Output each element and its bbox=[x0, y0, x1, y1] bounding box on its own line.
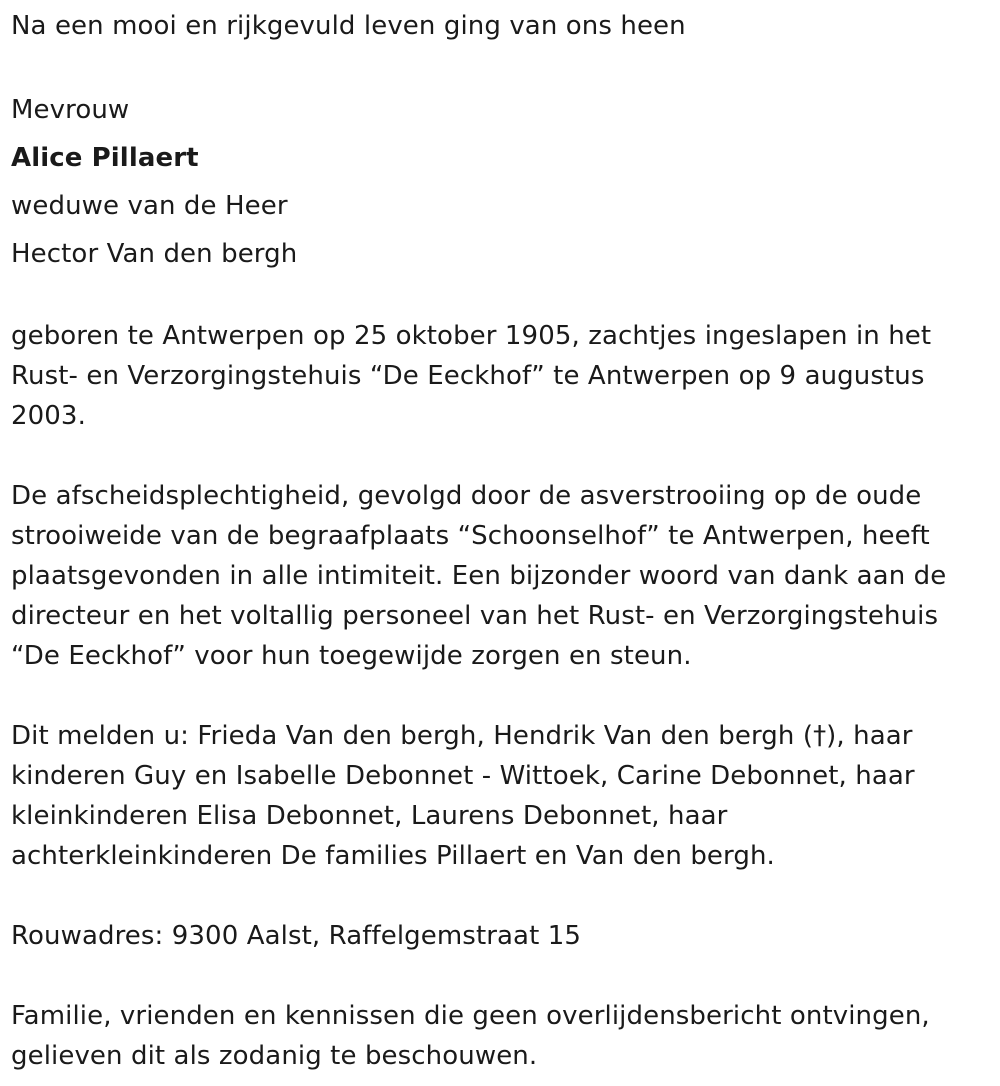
obituary-document bbox=[11, 6, 986, 1076]
birth-death-paragraph: geboren te Antwerpen op 25 oktober 1905, zachtjes ingeslapen in het Rust- en Verzorgingstehuis “De Eeckhof” te Antwerpen op 9 augustus 2003. bbox=[11, 321, 932, 431]
address-paragraph: Rouwadres: 9300 Aalst, Raffelgemstraat 15 bbox=[11, 921, 582, 951]
spouse-name: Hector Van den bergh bbox=[11, 239, 298, 269]
closing-paragraph: Familie, vrienden en kennissen die geen overlijdensbericht ontvingen, gelieven dit als zodanig te beschouwen. bbox=[11, 1001, 930, 1071]
ceremony-paragraph: De afscheidsplechtigheid, gevolgd door de asverstrooiing op de oude strooiweide van de begraafplaats “Schoonselhof” te Antwerpen, heeft plaatsgevonden in alle intimiteit. Een bijzonder woord van dank aan de directeur en het voltallig personeel van het Rust- en Verzorgingstehuis “De Eeckhof” voor hun toegewijde zorgen en steun. bbox=[11, 481, 947, 671]
deceased-name: Alice Pillaert bbox=[11, 143, 199, 173]
intro-line: Na een mooi en rijkgevuld leven ging van ons heen bbox=[11, 11, 686, 41]
family-paragraph: Dit melden u: Frieda Van den bergh, Hendrik Van den bergh (†), haar kinderen Guy en Isabelle Debonnet - Wittoek, Carine Debonnet, haar kleinkinderen Elisa Debonnet, Laurens Debonnet, haar achterkleinkinderen De families Pillaert en Van den bergh. bbox=[11, 721, 915, 871]
deceased-block bbox=[11, 86, 986, 278]
relation-text: weduwe van de Heer bbox=[11, 191, 288, 221]
salutation: Mevrouw bbox=[11, 95, 130, 125]
